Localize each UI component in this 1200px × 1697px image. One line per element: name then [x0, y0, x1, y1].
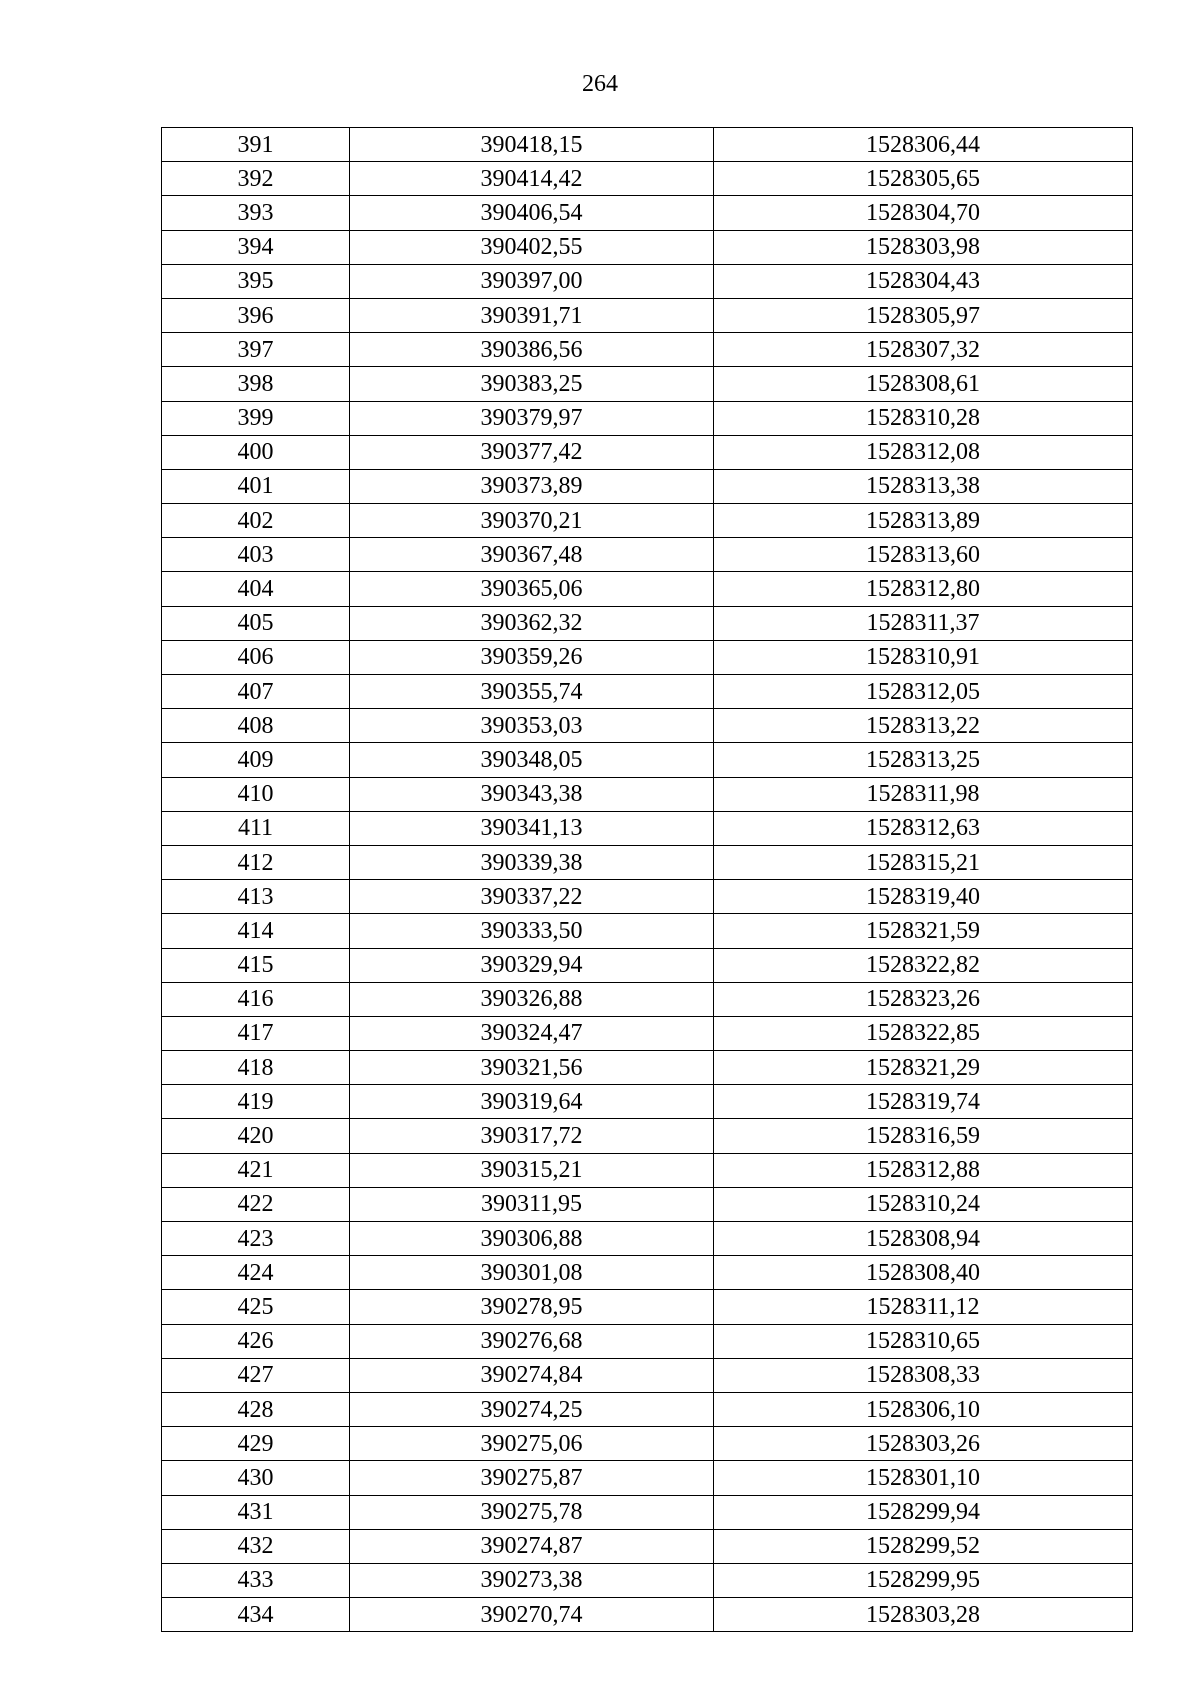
y-coordinate-cell: 1528308,94: [714, 1222, 1133, 1256]
point-number-cell: 391: [162, 128, 350, 162]
point-number-cell: 431: [162, 1495, 350, 1529]
y-coordinate-cell: 1528299,94: [714, 1495, 1133, 1529]
table-row: [162, 538, 1133, 572]
point-number-cell: 402: [162, 504, 350, 538]
point-number-cell: 397: [162, 333, 350, 367]
y-coordinate-cell: 1528312,88: [714, 1153, 1133, 1187]
x-coordinate-cell: 390353,03: [350, 709, 714, 743]
y-coordinate-cell: 1528312,63: [714, 811, 1133, 845]
coordinates-table: [161, 127, 1133, 1632]
coordinates-table-body: [162, 128, 1133, 1632]
x-coordinate-cell: 390402,55: [350, 230, 714, 264]
y-coordinate-cell: 1528311,37: [714, 606, 1133, 640]
table-row: [162, 709, 1133, 743]
x-coordinate-cell: 390418,15: [350, 128, 714, 162]
point-number-cell: 433: [162, 1563, 350, 1597]
point-number-cell: 417: [162, 1016, 350, 1050]
x-coordinate-cell: 390359,26: [350, 640, 714, 674]
point-number-cell: 428: [162, 1392, 350, 1426]
x-coordinate-cell: 390379,97: [350, 401, 714, 435]
x-coordinate-cell: 390275,06: [350, 1427, 714, 1461]
table-row: [162, 777, 1133, 811]
y-coordinate-cell: 1528299,95: [714, 1563, 1133, 1597]
table-row: [162, 1085, 1133, 1119]
table-row: [162, 504, 1133, 538]
x-coordinate-cell: 390317,72: [350, 1119, 714, 1153]
x-coordinate-cell: 390370,21: [350, 504, 714, 538]
y-coordinate-cell: 1528310,28: [714, 401, 1133, 435]
y-coordinate-cell: 1528322,85: [714, 1016, 1133, 1050]
table-row: [162, 1427, 1133, 1461]
x-coordinate-cell: 390386,56: [350, 333, 714, 367]
point-number-cell: 434: [162, 1598, 350, 1632]
y-coordinate-cell: 1528313,22: [714, 709, 1133, 743]
table-row: [162, 640, 1133, 674]
y-coordinate-cell: 1528310,91: [714, 640, 1133, 674]
y-coordinate-cell: 1528299,52: [714, 1529, 1133, 1563]
point-number-cell: 425: [162, 1290, 350, 1324]
point-number-cell: 392: [162, 162, 350, 196]
x-coordinate-cell: 390367,48: [350, 538, 714, 572]
y-coordinate-cell: 1528312,80: [714, 572, 1133, 606]
point-number-cell: 427: [162, 1358, 350, 1392]
table-row: [162, 128, 1133, 162]
table-row: [162, 1051, 1133, 1085]
y-coordinate-cell: 1528312,08: [714, 435, 1133, 469]
x-coordinate-cell: 390339,38: [350, 845, 714, 879]
y-coordinate-cell: 1528313,89: [714, 504, 1133, 538]
table-row: [162, 1598, 1133, 1632]
table-row: [162, 1153, 1133, 1187]
table-row: [162, 1256, 1133, 1290]
table-row: [162, 1187, 1133, 1221]
point-number-cell: 421: [162, 1153, 350, 1187]
y-coordinate-cell: 1528315,21: [714, 845, 1133, 879]
point-number-cell: 415: [162, 948, 350, 982]
table-row: [162, 880, 1133, 914]
table-row: [162, 435, 1133, 469]
x-coordinate-cell: 390337,22: [350, 880, 714, 914]
x-coordinate-cell: 390341,13: [350, 811, 714, 845]
point-number-cell: 398: [162, 367, 350, 401]
x-coordinate-cell: 390333,50: [350, 914, 714, 948]
x-coordinate-cell: 390270,74: [350, 1598, 714, 1632]
point-number-cell: 430: [162, 1461, 350, 1495]
x-coordinate-cell: 390311,95: [350, 1187, 714, 1221]
y-coordinate-cell: 1528310,24: [714, 1187, 1133, 1221]
point-number-cell: 399: [162, 401, 350, 435]
y-coordinate-cell: 1528316,59: [714, 1119, 1133, 1153]
y-coordinate-cell: 1528301,10: [714, 1461, 1133, 1495]
x-coordinate-cell: 390377,42: [350, 435, 714, 469]
point-number-cell: 394: [162, 230, 350, 264]
point-number-cell: 413: [162, 880, 350, 914]
y-coordinate-cell: 1528306,44: [714, 128, 1133, 162]
y-coordinate-cell: 1528305,65: [714, 162, 1133, 196]
point-number-cell: 432: [162, 1529, 350, 1563]
y-coordinate-cell: 1528311,12: [714, 1290, 1133, 1324]
point-number-cell: 422: [162, 1187, 350, 1221]
x-coordinate-cell: 390276,68: [350, 1324, 714, 1358]
point-number-cell: 424: [162, 1256, 350, 1290]
point-number-cell: 414: [162, 914, 350, 948]
table-row: [162, 1563, 1133, 1597]
point-number-cell: 393: [162, 196, 350, 230]
y-coordinate-cell: 1528303,98: [714, 230, 1133, 264]
x-coordinate-cell: 390278,95: [350, 1290, 714, 1324]
point-number-cell: 396: [162, 298, 350, 332]
x-coordinate-cell: 390306,88: [350, 1222, 714, 1256]
table-row: [162, 469, 1133, 503]
y-coordinate-cell: 1528303,26: [714, 1427, 1133, 1461]
y-coordinate-cell: 1528304,43: [714, 264, 1133, 298]
table-row: [162, 572, 1133, 606]
table-row: [162, 1119, 1133, 1153]
x-coordinate-cell: 390406,54: [350, 196, 714, 230]
table-row: [162, 1461, 1133, 1495]
point-number-cell: 405: [162, 606, 350, 640]
point-number-cell: 416: [162, 982, 350, 1016]
table-row: [162, 1495, 1133, 1529]
y-coordinate-cell: 1528304,70: [714, 196, 1133, 230]
point-number-cell: 411: [162, 811, 350, 845]
x-coordinate-cell: 390319,64: [350, 1085, 714, 1119]
x-coordinate-cell: 390329,94: [350, 948, 714, 982]
table-row: [162, 1392, 1133, 1426]
table-row: [162, 982, 1133, 1016]
point-number-cell: 404: [162, 572, 350, 606]
y-coordinate-cell: 1528323,26: [714, 982, 1133, 1016]
table-row: [162, 1529, 1133, 1563]
x-coordinate-cell: 390391,71: [350, 298, 714, 332]
point-number-cell: 395: [162, 264, 350, 298]
x-coordinate-cell: 390397,00: [350, 264, 714, 298]
y-coordinate-cell: 1528303,28: [714, 1598, 1133, 1632]
table-row: [162, 1290, 1133, 1324]
table-row: [162, 230, 1133, 264]
y-coordinate-cell: 1528308,61: [714, 367, 1133, 401]
point-number-cell: 418: [162, 1051, 350, 1085]
x-coordinate-cell: 390343,38: [350, 777, 714, 811]
x-coordinate-cell: 390383,25: [350, 367, 714, 401]
y-coordinate-cell: 1528313,60: [714, 538, 1133, 572]
y-coordinate-cell: 1528313,38: [714, 469, 1133, 503]
x-coordinate-cell: 390365,06: [350, 572, 714, 606]
table-row: [162, 914, 1133, 948]
y-coordinate-cell: 1528308,33: [714, 1358, 1133, 1392]
y-coordinate-cell: 1528306,10: [714, 1392, 1133, 1426]
x-coordinate-cell: 390275,87: [350, 1461, 714, 1495]
y-coordinate-cell: 1528322,82: [714, 948, 1133, 982]
point-number-cell: 426: [162, 1324, 350, 1358]
y-coordinate-cell: 1528311,98: [714, 777, 1133, 811]
x-coordinate-cell: 390348,05: [350, 743, 714, 777]
point-number-cell: 408: [162, 709, 350, 743]
x-coordinate-cell: 390414,42: [350, 162, 714, 196]
table-row: [162, 606, 1133, 640]
y-coordinate-cell: 1528307,32: [714, 333, 1133, 367]
table-row: [162, 845, 1133, 879]
y-coordinate-cell: 1528305,97: [714, 298, 1133, 332]
x-coordinate-cell: 390373,89: [350, 469, 714, 503]
y-coordinate-cell: 1528319,74: [714, 1085, 1133, 1119]
y-coordinate-cell: 1528319,40: [714, 880, 1133, 914]
point-number-cell: 409: [162, 743, 350, 777]
table-row: [162, 367, 1133, 401]
point-number-cell: 407: [162, 675, 350, 709]
x-coordinate-cell: 390275,78: [350, 1495, 714, 1529]
table-row: [162, 675, 1133, 709]
point-number-cell: 410: [162, 777, 350, 811]
x-coordinate-cell: 390362,32: [350, 606, 714, 640]
x-coordinate-cell: 390274,84: [350, 1358, 714, 1392]
table-row: [162, 333, 1133, 367]
x-coordinate-cell: 390273,38: [350, 1563, 714, 1597]
table-row: [162, 196, 1133, 230]
x-coordinate-cell: 390315,21: [350, 1153, 714, 1187]
table-row: [162, 948, 1133, 982]
page-number: 264: [582, 71, 618, 97]
table-row: [162, 811, 1133, 845]
y-coordinate-cell: 1528321,59: [714, 914, 1133, 948]
point-number-cell: 406: [162, 640, 350, 674]
table-row: [162, 264, 1133, 298]
point-number-cell: 419: [162, 1085, 350, 1119]
x-coordinate-cell: 390274,87: [350, 1529, 714, 1563]
table-row: [162, 401, 1133, 435]
x-coordinate-cell: 390301,08: [350, 1256, 714, 1290]
table-row: [162, 162, 1133, 196]
x-coordinate-cell: 390321,56: [350, 1051, 714, 1085]
x-coordinate-cell: 390274,25: [350, 1392, 714, 1426]
table-row: [162, 1222, 1133, 1256]
table-row: [162, 298, 1133, 332]
point-number-cell: 420: [162, 1119, 350, 1153]
y-coordinate-cell: 1528313,25: [714, 743, 1133, 777]
y-coordinate-cell: 1528308,40: [714, 1256, 1133, 1290]
table-row: [162, 1016, 1133, 1050]
y-coordinate-cell: 1528310,65: [714, 1324, 1133, 1358]
point-number-cell: 423: [162, 1222, 350, 1256]
point-number-cell: 412: [162, 845, 350, 879]
point-number-cell: 403: [162, 538, 350, 572]
point-number-cell: 401: [162, 469, 350, 503]
point-number-cell: 429: [162, 1427, 350, 1461]
y-coordinate-cell: 1528312,05: [714, 675, 1133, 709]
table-row: [162, 1358, 1133, 1392]
table-row: [162, 1324, 1133, 1358]
y-coordinate-cell: 1528321,29: [714, 1051, 1133, 1085]
x-coordinate-cell: 390324,47: [350, 1016, 714, 1050]
x-coordinate-cell: 390355,74: [350, 675, 714, 709]
x-coordinate-cell: 390326,88: [350, 982, 714, 1016]
point-number-cell: 400: [162, 435, 350, 469]
table-row: [162, 743, 1133, 777]
